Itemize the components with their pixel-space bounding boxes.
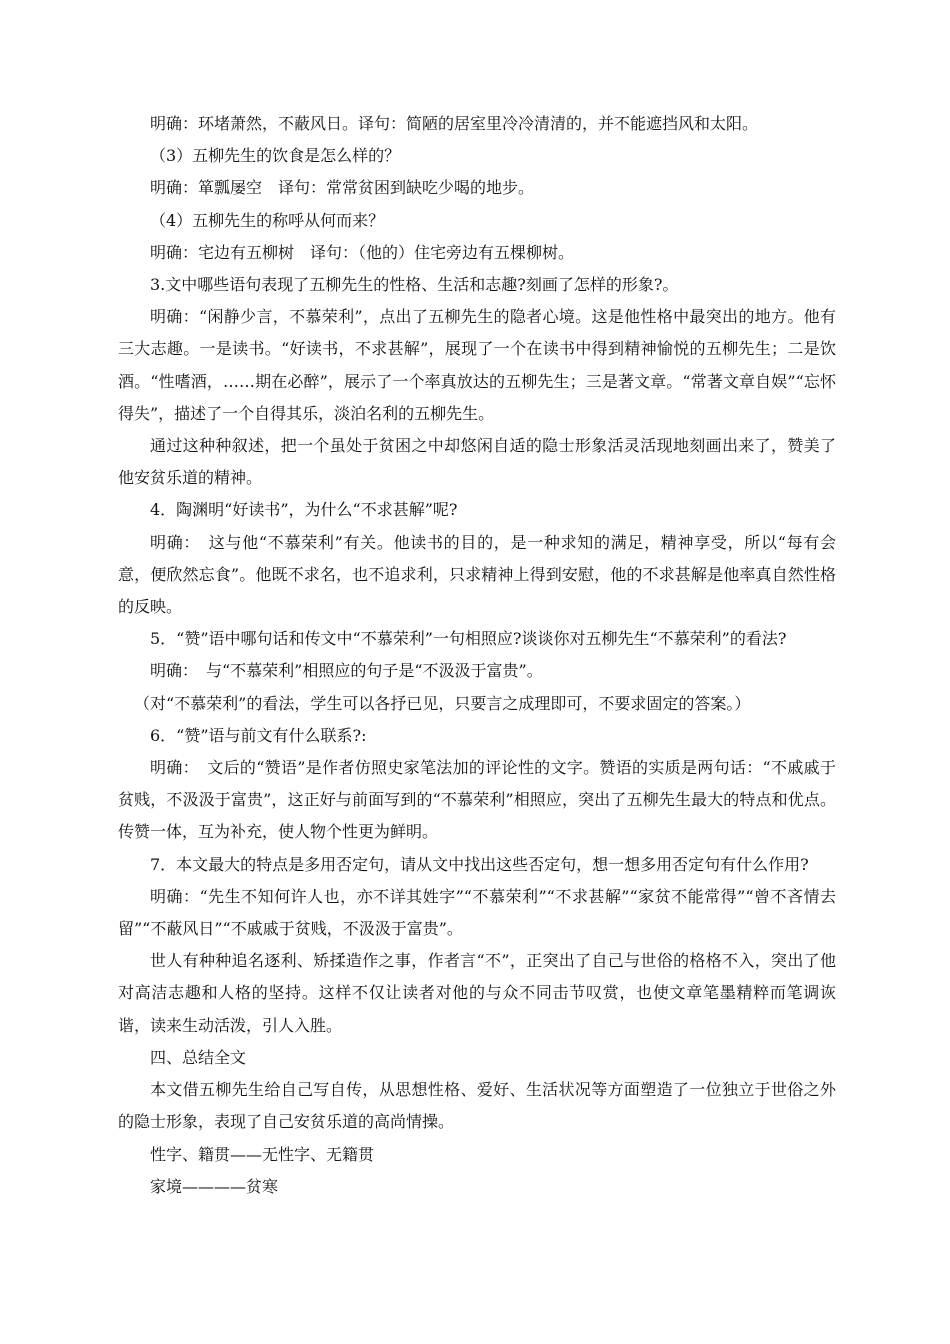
paragraph-question-3: （3）五柳先生的饮食是怎么样的？ <box>150 146 401 166</box>
paragraph-answer-5: 明确： 与“不慕荣利”相照应的句子是“不汲汲于富贵”。 <box>150 661 543 681</box>
paragraph-analysis-7: 世人有种种追名逐利、矫揉造作之事，作者言“不”，正突出了自己与世俗的格格不入，突出了他对高洁志趣和人格的坚持。这样不仅让读者对他的与众不同击节叹赏，也使文章笔墨精粹而笔调诙谐，读来生动活泼，引人入胜。 <box>118 951 836 1035</box>
document-body <box>118 108 836 1203</box>
paragraph-summary-3: 通过这种种叙述，把一个虽处于贫困之中却悠闲自适的隐士形象活灵活现地刻画出来了，赞美了他安贫乐道的精神。 <box>118 436 836 488</box>
paragraph-answer-diet: 明确：箪瓢屡空 译句：常常贫困到缺吃少喝的地步。 <box>150 178 535 198</box>
paragraph-item-6: 6．“赞”语与前文有什么联系?: <box>150 725 367 745</box>
paragraph-answer-4: 明确： 这与他“不慕荣利”有关。他读书的目的，是一种求知的满足，精神享受，所以“每有会意，便欣然忘食”。他既不求名，也不追求利，只求精神上得到安慰，他的不求甚解是他率真自然性格的反映。 <box>118 532 836 617</box>
paragraph-note-5: （对“不慕荣利”的看法，学生可以各抒已见，只要言之成理即可，不要求固定的答案。） <box>134 693 751 713</box>
paragraph-question-4: （4）五柳先生的称呼从何而来？ <box>150 210 385 230</box>
outline-line-name-origin: 性字、籍贯——无性字、无籍贯 <box>150 1144 375 1164</box>
paragraph-answer-7: 明确：“先生不知何许人也，亦不详其姓字”“不慕荣利”“不求甚解”“家贫不能常得”“曾不吝情去留”“不蔽风日”“不戚戚于贫贱，不汲汲于富贵”。 <box>118 886 836 939</box>
paragraph-answer-3: 明确：“闲静少言，不慕荣利”，点出了五柳先生的隐者心境。这是他性格中最突出的地方。他有三大志趣。一是读书。“好读书，不求甚解”，展现了一个在读书中得到精神愉悦的五柳先生；二是饮酒。“性嗜酒，……期在必醉”，展示了一个率真放达的五柳先生；三是著文章。“常著文章自娱”“忘怀得失”，描述了一个自得其乐，淡泊名利的五柳先生。 <box>118 307 836 423</box>
paragraph-item-4: 4．陶渊明“好读书”，为什么“不求甚解”呢? <box>150 500 458 520</box>
paragraph-answer-dwelling: 明确：环堵萧然，不蔽风日。译句：简陋的居室里冷冷清清的，并不能遮挡风和太阳。 <box>150 114 759 133</box>
paragraph-summary: 本文借五柳先生给自己写自传，从思想性格、爱好、生活状况等方面塑造了一位独立于世俗之外的隐士形象，表现了自己安贫乐道的高尚情操。 <box>118 1080 836 1132</box>
paragraph-item-3: 3.文中哪些语句表现了五柳先生的性格、生活和志趣?刻画了怎样的形象?。 <box>150 275 679 295</box>
outline-line-family: 家境————贫寒 <box>150 1176 279 1196</box>
paragraph-answer-6: 明确： 文后的“赞语”是作者仿照史家笔法加的评论性的文字。赞语的实质是两句话：“不戚戚于贫贱，不汲汲于富贵”，这正好与前面写到的“不慕荣利”相照应，突出了五柳先生最大的特点和优点。传赞一体，互为补充，使人物个性更为鲜明。 <box>118 758 836 842</box>
section-heading-summary: 四、总结全文 <box>150 1047 247 1067</box>
paragraph-item-5: 5．“赞”语中哪句话和传文中“不慕荣利”一句相照应?谈谈你对五柳先生“不慕荣利”的看法? <box>150 629 787 649</box>
paragraph-item-7: 7．本文最大的特点是多用否定句，请从文中找出这些否定句，想一想多用否定句有什么作用? <box>150 854 809 874</box>
paragraph-answer-name: 明确：宅边有五柳树 译句：（他的）住宅旁边有五棵柳树。 <box>150 242 575 262</box>
